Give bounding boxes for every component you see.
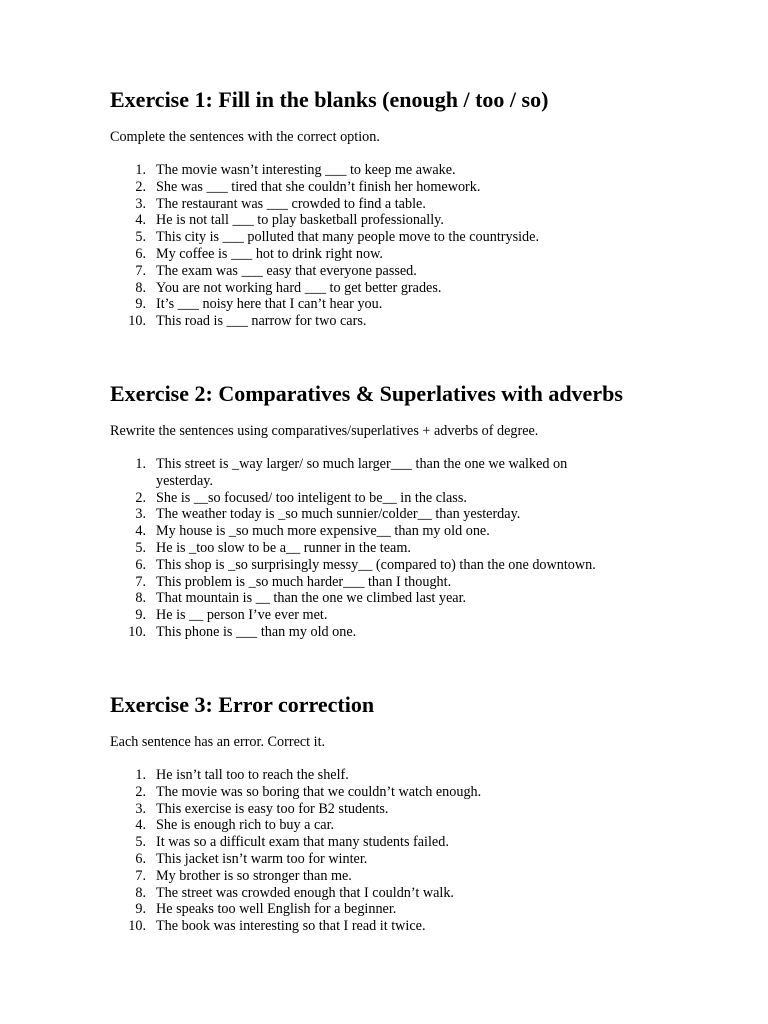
exercise-title: Exercise 3: Error correction xyxy=(110,692,375,717)
list-item-number: 7. xyxy=(135,573,146,590)
exercise-list xyxy=(110,162,650,330)
list-item-text: My house is _so much more expensive__ than my old one. xyxy=(156,523,490,540)
exercise-instruction: Rewrite the sentences using comparatives/superlatives + adverbs of degree. xyxy=(110,423,539,439)
list-item-text: The street was crowded enough that I couldn’t walk. xyxy=(156,884,454,901)
list-item xyxy=(110,196,650,213)
exercise-title: Exercise 2: Comparatives & Superlatives with adverbs xyxy=(110,381,623,406)
list-item-number: 7. xyxy=(135,262,146,279)
list-item-text: She was ___ tired that she couldn’t finish her homework. xyxy=(156,178,481,195)
list-item-number: 8. xyxy=(135,279,146,296)
list-item xyxy=(110,296,650,313)
list-item xyxy=(110,918,650,935)
list-item-text: She is __so focused/ too inteligent to be__ in the class. xyxy=(156,489,467,506)
list-item-text: My coffee is ___ hot to drink right now. xyxy=(156,245,383,262)
list-item-number: 5. xyxy=(135,229,146,246)
list-item-number: 2. xyxy=(135,178,146,195)
list-item-number: 4. xyxy=(135,212,146,229)
list-item-number: 10. xyxy=(128,918,146,935)
list-item xyxy=(110,624,650,641)
list-item-number: 4. xyxy=(135,817,146,834)
list-item-text: This street is _way larger/ so much larger___ than the one we walked on yesterday. xyxy=(156,456,568,489)
list-item-number: 7. xyxy=(135,867,146,884)
list-item xyxy=(110,868,650,885)
list-item xyxy=(110,540,650,557)
list-item-text: The exam was ___ easy that everyone passed. xyxy=(156,262,417,279)
list-item-text: It was so a difficult exam that many students failed. xyxy=(156,834,449,851)
exercise-instruction: Complete the sentences with the correct option. xyxy=(110,129,380,145)
list-item-text: He isn’t tall too to reach the shelf. xyxy=(156,767,349,783)
list-item xyxy=(110,607,650,624)
list-item-number: 8. xyxy=(135,884,146,901)
list-item-number: 9. xyxy=(135,607,146,624)
list-item-number: 3. xyxy=(135,506,146,523)
list-item-number: 9. xyxy=(135,901,146,918)
list-item-number: 3. xyxy=(135,195,146,212)
list-item-text: He speaks too well English for a beginner. xyxy=(156,901,397,918)
list-item-text: This shop is _so surprisingly messy__ (compared to) than the one downtown. xyxy=(156,556,596,573)
list-item-number: 1. xyxy=(135,767,146,783)
list-item xyxy=(110,162,650,179)
list-item xyxy=(110,229,650,246)
list-item-text: The movie was so boring that we couldn’t watch enough. xyxy=(156,783,482,800)
list-item xyxy=(110,313,650,330)
list-item-number: 10. xyxy=(128,313,146,330)
list-item-text: The restaurant was ___ crowded to find a table. xyxy=(156,195,426,212)
list-item-text: This road is ___ narrow for two cars. xyxy=(156,313,367,330)
list-item-number: 8. xyxy=(135,590,146,607)
exercise-list xyxy=(110,456,650,641)
list-item-number: 2. xyxy=(135,489,146,506)
list-item-number: 6. xyxy=(135,850,146,867)
list-item-text: That mountain is __ than the one we climbed last year. xyxy=(156,590,467,607)
list-item xyxy=(110,490,650,507)
list-item-text: This jacket isn’t warm too for winter. xyxy=(156,850,368,867)
list-item xyxy=(110,263,650,280)
list-item-text: This exercise is easy too for B2 students. xyxy=(156,800,389,817)
list-item-text: This problem is _so much harder___ than I thought. xyxy=(156,573,452,590)
list-item-text: She is enough rich to buy a car. xyxy=(156,817,335,834)
list-item xyxy=(110,574,650,591)
list-item xyxy=(110,901,650,918)
list-item-text: The book was interesting so that I read it twice. xyxy=(156,918,426,935)
list-item-text: This city is ___ polluted that many people move to the countryside. xyxy=(156,229,539,246)
list-item-number: 6. xyxy=(135,245,146,262)
list-item xyxy=(110,801,650,818)
list-item xyxy=(110,280,650,297)
list-item-text: This phone is ___ than my old one. xyxy=(156,623,357,640)
list-item-text: He is __ person I’ve ever met. xyxy=(156,607,328,624)
list-item-number: 1. xyxy=(135,162,146,178)
list-item-number: 5. xyxy=(135,834,146,851)
list-item xyxy=(110,851,650,868)
list-item-text: You are not working hard ___ to get better grades. xyxy=(156,279,442,296)
list-item xyxy=(110,557,650,574)
list-item xyxy=(110,246,650,263)
list-item-text: The movie wasn’t interesting ___ to keep me awake. xyxy=(156,162,456,178)
list-item xyxy=(110,179,650,196)
list-item-number: 6. xyxy=(135,556,146,573)
list-item-number: 5. xyxy=(135,539,146,556)
list-item xyxy=(110,212,650,229)
list-item-number: 9. xyxy=(135,296,146,313)
list-item-number: 3. xyxy=(135,800,146,817)
list-item-number: 2. xyxy=(135,783,146,800)
list-item xyxy=(110,885,650,902)
list-item-text: It’s ___ noisy here that I can’t hear you. xyxy=(156,296,383,313)
list-item-text: He is _too slow to be a__ runner in the team. xyxy=(156,539,411,556)
exercise-list xyxy=(110,767,650,935)
list-item xyxy=(110,834,650,851)
list-item xyxy=(110,784,650,801)
list-item xyxy=(110,767,650,784)
list-item-text: The weather today is _so much sunnier/colder__ than yesterday. xyxy=(156,506,521,523)
list-item-text: He is not tall ___ to play basketball professionally. xyxy=(156,212,444,229)
list-item xyxy=(110,523,650,540)
list-item xyxy=(110,506,650,523)
list-item-text: My brother is so stronger than me. xyxy=(156,867,352,884)
exercise-title: Exercise 1: Fill in the blanks (enough / too / so) xyxy=(110,87,549,112)
list-item-number: 4. xyxy=(135,523,146,540)
exercise-instruction: Each sentence has an error. Correct it. xyxy=(110,734,326,750)
list-item-number: 10. xyxy=(128,623,146,640)
list-item xyxy=(110,590,650,607)
list-item xyxy=(110,817,650,834)
exercise-3 xyxy=(110,691,670,935)
list-item-number: 1. xyxy=(135,456,146,472)
list-item xyxy=(110,456,650,490)
exercise-1 xyxy=(110,86,670,330)
exercise-2 xyxy=(110,380,670,640)
